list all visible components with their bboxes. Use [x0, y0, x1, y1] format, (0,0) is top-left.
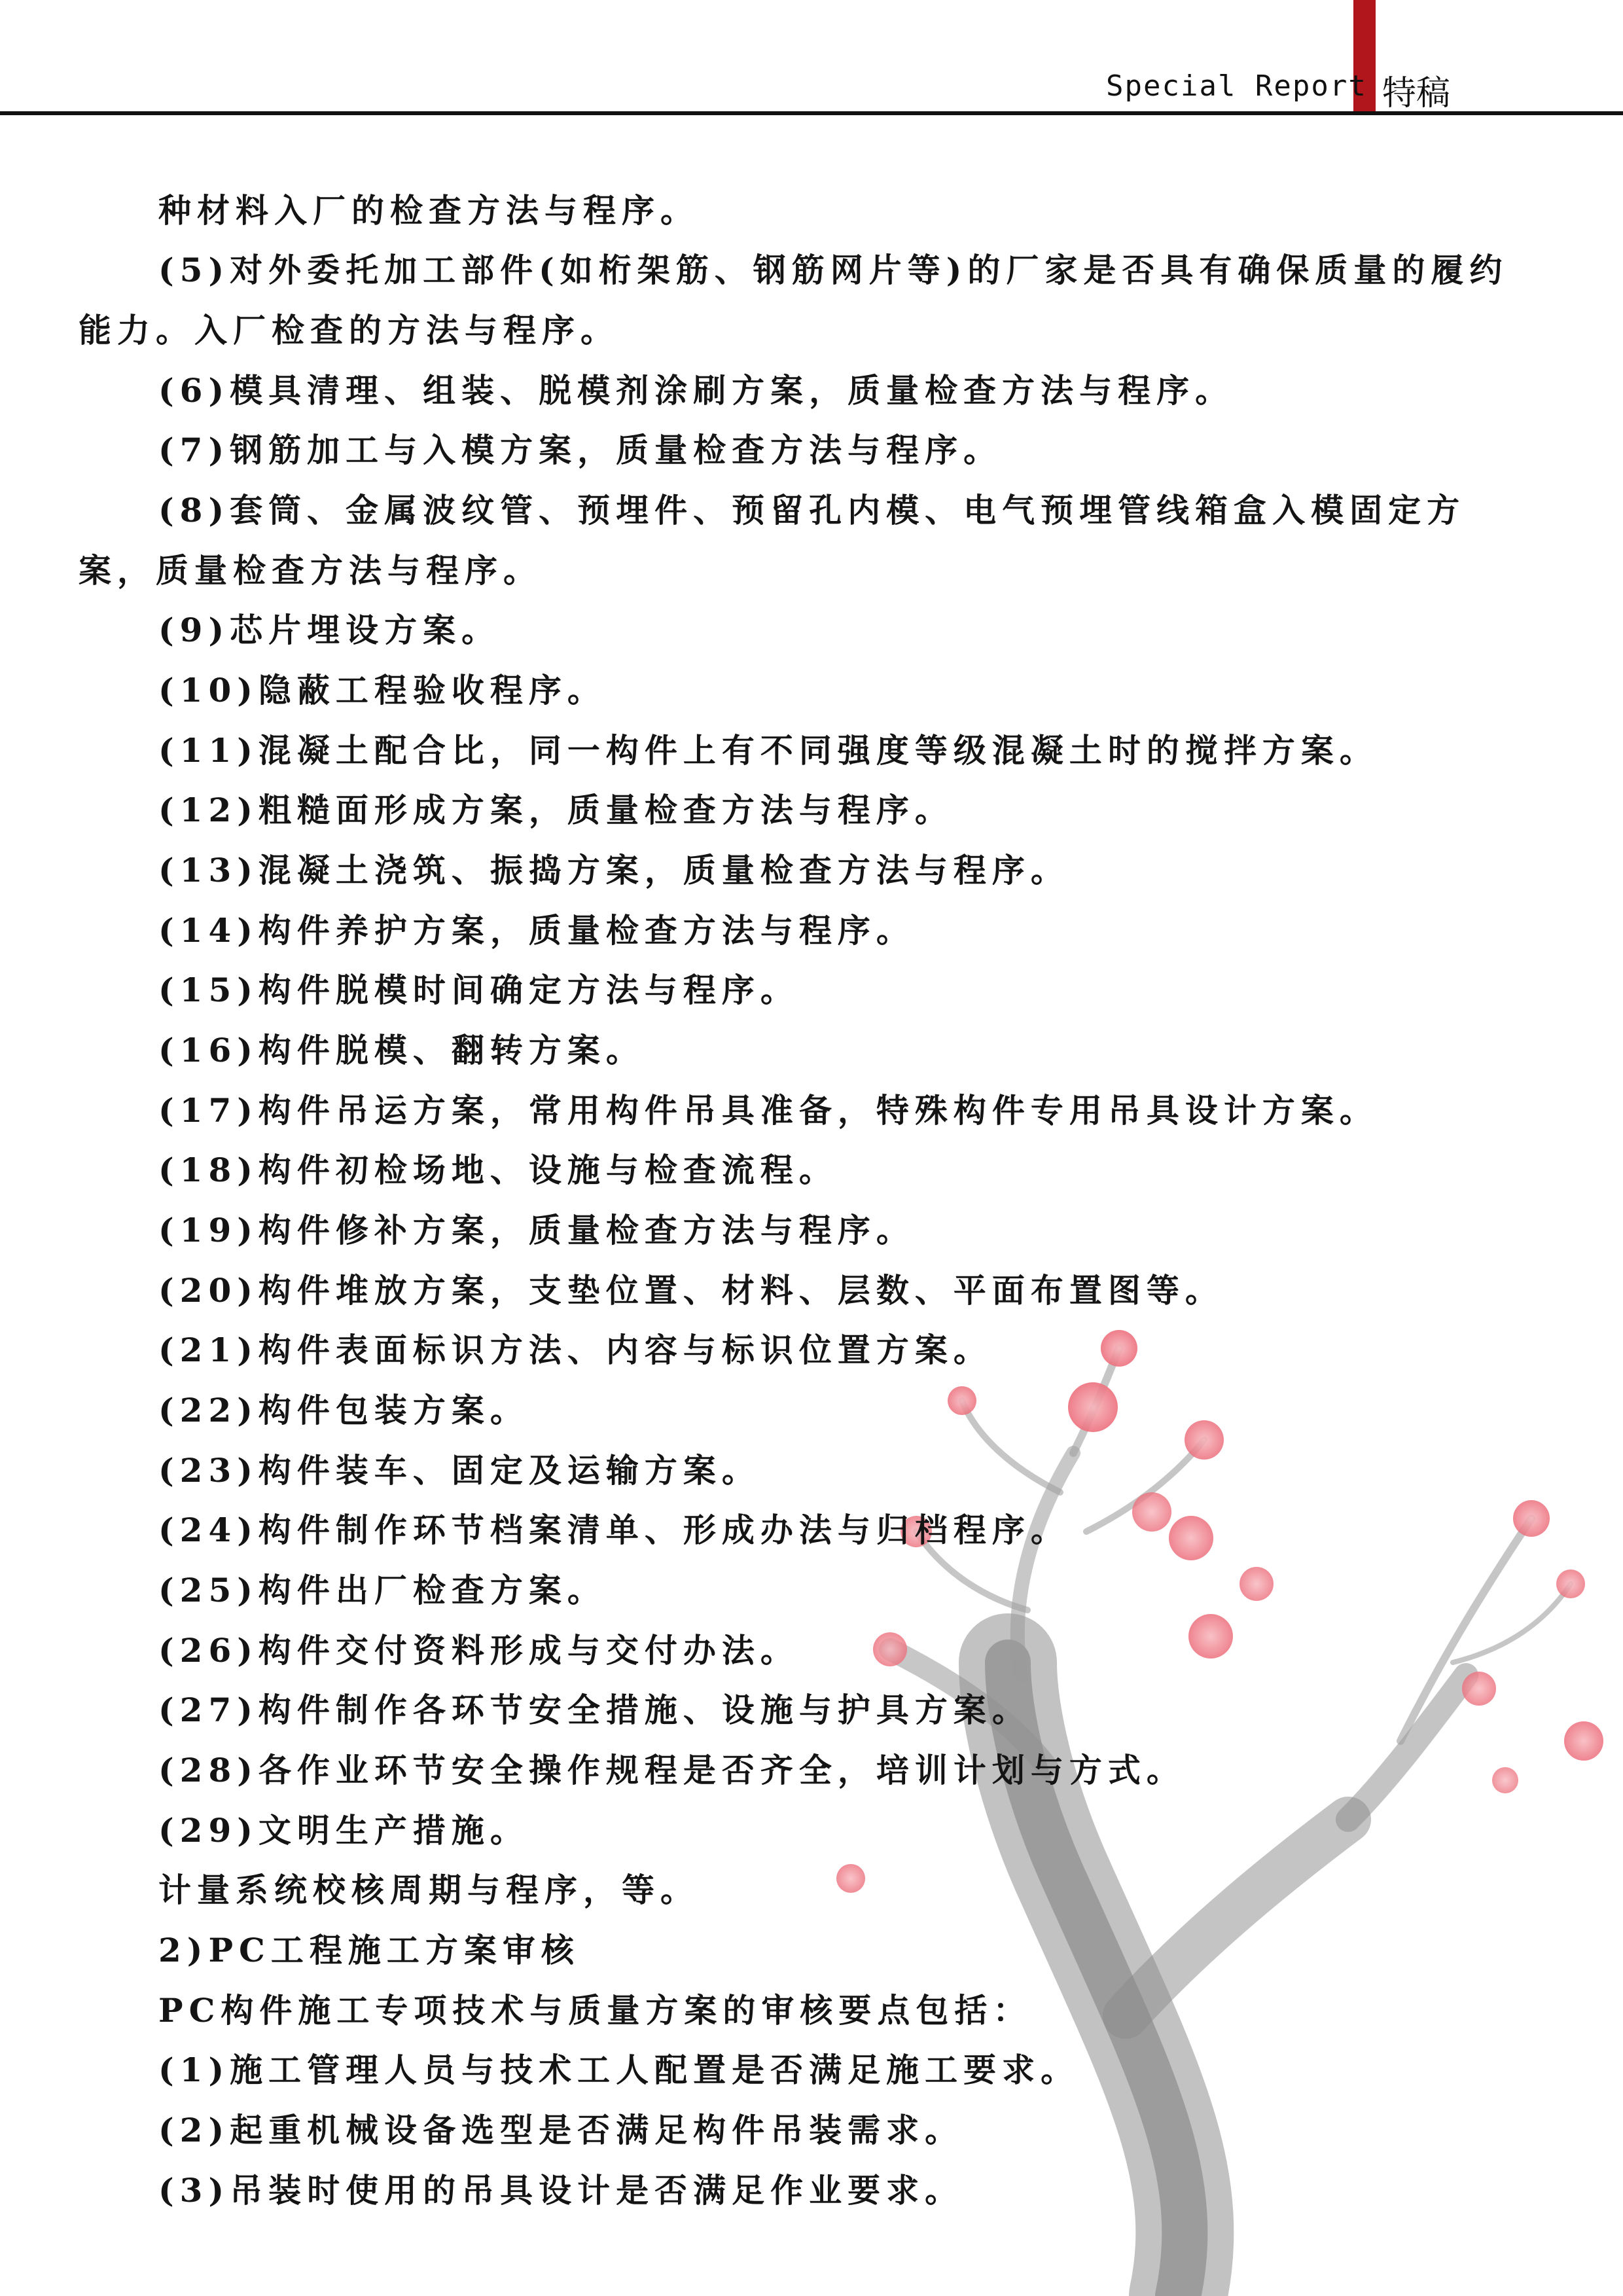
paragraph-line: (17)构件吊运方案，常用构件吊具准备，特殊构件专用吊具设计方案。 — [158, 1091, 1378, 1130]
paragraph-line: (28)各作业环节安全操作规程是否齐全，培训计划与方式。 — [158, 1751, 1185, 1789]
paragraph-line: (14)构件养护方案，质量检查方法与程序。 — [158, 911, 915, 950]
paragraph-line: (10)隐蔽工程验收程序。 — [158, 671, 606, 709]
paragraph-line: (1)施工管理人员与技术工人配置是否满足施工要求。 — [158, 2051, 1080, 2089]
paragraph-line: PC构件施工专项技术与质量方案的审核要点包括： — [158, 1991, 1032, 2030]
paragraph-line: (24)构件制作环节档案清单、形成办法与归档程序。 — [158, 1511, 1069, 1549]
paragraph-line: (29)文明生产措施。 — [158, 1811, 529, 1850]
header-section-cn: 特稿 — [1382, 74, 1451, 113]
paragraph-line: (11)混凝土配合比，同一构件上有不同强度等级混凝土时的搅拌方案。 — [158, 731, 1378, 770]
paragraph-line: (21)构件表面标识方法、内容与标识位置方案。 — [158, 1331, 992, 1369]
paragraph-line: (19)构件修补方案，质量检查方法与程序。 — [158, 1211, 915, 1249]
paragraph-line: (18)构件初检场地、设施与检查流程。 — [158, 1151, 838, 1189]
paragraph-line: (27)构件制作各环节安全措施、设施与护具方案。 — [158, 1691, 1031, 1729]
paragraph-line: (8)套筒、金属波纹管、预埋件、预留孔内模、电气预埋管线箱盒入模固定方 — [158, 491, 1466, 529]
paragraph-line: (9)芯片埋设方案。 — [158, 611, 501, 649]
paragraph-line: (25)构件出厂检查方案。 — [158, 1571, 606, 1609]
paragraph-line: (22)构件包装方案。 — [158, 1391, 529, 1429]
paragraph-line: (12)粗糙面形成方案，质量检查方法与程序。 — [158, 791, 954, 829]
paragraph-line: (6)模具清理、组装、脱模剂涂刷方案，质量检查方法与程序。 — [158, 371, 1234, 410]
paragraph-line: (13)混凝土浇筑、振捣方案，质量检查方法与程序。 — [158, 851, 1069, 889]
paragraph-line: (26)构件交付资料形成与交付办法。 — [158, 1631, 799, 1670]
paragraph-line: (5)对外委托加工部件(如桁架筋、钢筋网片等)的厂家是否具有确保质量的履约 — [158, 251, 1508, 289]
paragraph-line: 计量系统校核周期与程序，等。 — [158, 1871, 699, 1909]
paragraph-line: 案，质量检查方法与程序。 — [79, 551, 542, 590]
paragraph-line: (7)钢筋加工与入模方案，质量检查方法与程序。 — [158, 431, 1003, 469]
paragraph-line: 能力。入厂检查的方法与程序。 — [79, 311, 619, 350]
paragraph-line: (20)构件堆放方案，支垫位置、材料、层数、平面布置图等。 — [158, 1271, 1224, 1310]
paragraph-line: (23)构件装车、固定及运输方案。 — [158, 1451, 760, 1490]
header-section-en: Special Report — [1106, 69, 1367, 103]
paragraph-line: 种材料入厂的检查方法与程序。 — [158, 191, 699, 230]
paragraph-line: (3)吊装时使用的吊具设计是否满足作业要求。 — [158, 2171, 964, 2210]
subsection-heading: 2)PC工程施工方案审核 — [158, 1931, 580, 1969]
paragraph-line: (15)构件脱模时间确定方法与程序。 — [158, 971, 799, 1009]
paragraph-line: (16)构件脱模、翻转方案。 — [158, 1031, 645, 1069]
paragraph-line: (2)起重机械设备选型是否满足构件吊装需求。 — [158, 2111, 964, 2149]
